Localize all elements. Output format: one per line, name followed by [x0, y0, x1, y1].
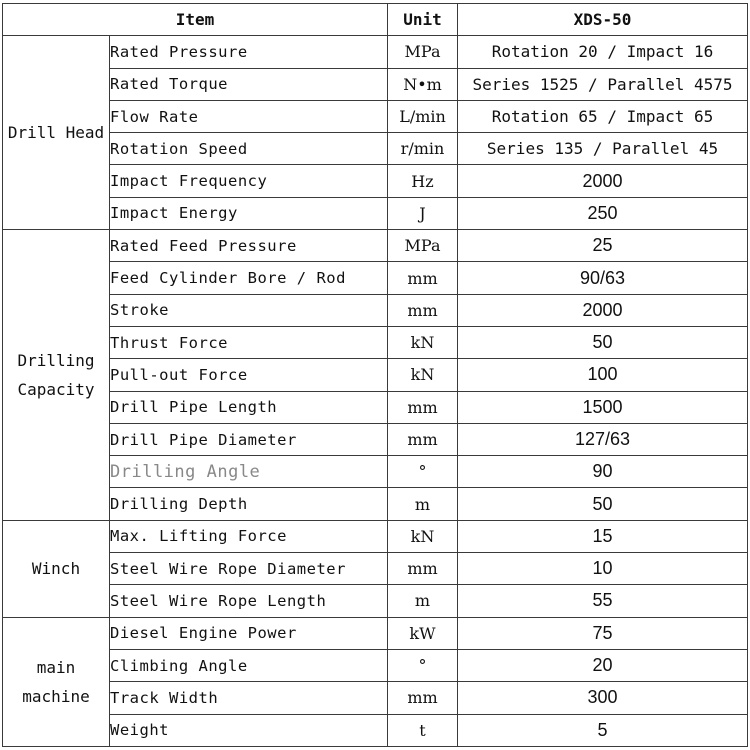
param-unit: MPa	[388, 36, 458, 68]
param-value: 55	[458, 585, 748, 617]
table-row	[3, 682, 748, 714]
table-row	[3, 68, 748, 100]
param-unit: kN	[388, 520, 458, 552]
group-label-drill-head: Drill Head	[3, 36, 110, 230]
table-row	[3, 488, 748, 520]
table-row	[3, 391, 748, 423]
param-value: 90/63	[458, 262, 748, 294]
param-unit: m	[388, 488, 458, 520]
param-unit: kW	[388, 617, 458, 649]
param-value: 90	[458, 456, 748, 488]
param-unit: J	[388, 197, 458, 229]
param-value: 10	[458, 553, 748, 585]
table-row	[3, 133, 748, 165]
param-unit: mm	[388, 262, 458, 294]
param-unit: mm	[388, 391, 458, 423]
param-name: Drilling Angle	[110, 456, 388, 488]
param-value: 15	[458, 520, 748, 552]
spec-body	[3, 36, 748, 747]
table-row	[3, 294, 748, 326]
param-name: Steel Wire Rope Length	[110, 585, 388, 617]
table-row	[3, 585, 748, 617]
param-unit: Hz	[388, 165, 458, 197]
param-unit: mm	[388, 423, 458, 455]
param-unit: kN	[388, 359, 458, 391]
param-name: Steel Wire Rope Diameter	[110, 553, 388, 585]
table-row	[3, 359, 748, 391]
param-name: Feed Cylinder Bore / Rod	[110, 262, 388, 294]
table-row	[3, 326, 748, 358]
param-unit: mm	[388, 294, 458, 326]
param-value: 75	[458, 617, 748, 649]
param-value: 50	[458, 326, 748, 358]
param-value: 1500	[458, 391, 748, 423]
param-name: Max. Lifting Force	[110, 520, 388, 552]
param-name: Rated Pressure	[110, 36, 388, 68]
param-name: Drill Pipe Diameter	[110, 423, 388, 455]
param-value: 300	[458, 682, 748, 714]
group-label-main-machine: main machine	[3, 617, 110, 746]
param-name: Pull-out Force	[110, 359, 388, 391]
param-value: Series 135 / Parallel 45	[458, 133, 748, 165]
param-name: Diesel Engine Power	[110, 617, 388, 649]
param-value: 2000	[458, 165, 748, 197]
group-label-drilling-capacity: Drilling Capacity	[3, 230, 110, 521]
param-unit: N•m	[388, 68, 458, 100]
param-unit: L/min	[388, 100, 458, 132]
param-name: Climbing Angle	[110, 649, 388, 681]
param-value: Rotation 20 / Impact 16	[458, 36, 748, 68]
param-unit: t	[388, 714, 458, 746]
param-value: Series 1525 / Parallel 4575	[458, 68, 748, 100]
param-name: Rated Torque	[110, 68, 388, 100]
param-value: 20	[458, 649, 748, 681]
header-model: XDS-50	[458, 4, 748, 36]
param-value: 50	[458, 488, 748, 520]
table-row	[3, 714, 748, 746]
spec-table	[2, 3, 748, 747]
table-row	[3, 423, 748, 455]
param-value: 5	[458, 714, 748, 746]
param-unit: kN	[388, 326, 458, 358]
table-row	[3, 230, 748, 262]
table-row	[3, 165, 748, 197]
table-row	[3, 617, 748, 649]
param-value: 25	[458, 230, 748, 262]
table-row	[3, 262, 748, 294]
table-row	[3, 456, 748, 488]
param-unit: r/min	[388, 133, 458, 165]
param-unit: MPa	[388, 230, 458, 262]
table-row	[3, 197, 748, 229]
param-value: 2000	[458, 294, 748, 326]
table-row	[3, 520, 748, 552]
table-row	[3, 36, 748, 68]
param-unit: mm	[388, 553, 458, 585]
param-value: 250	[458, 197, 748, 229]
param-unit: °	[388, 456, 458, 488]
param-name: Track Width	[110, 682, 388, 714]
param-name: Impact Frequency	[110, 165, 388, 197]
param-value: Rotation 65 / Impact 65	[458, 100, 748, 132]
param-unit: °	[388, 649, 458, 681]
param-name: Drill Pipe Length	[110, 391, 388, 423]
param-name: Weight	[110, 714, 388, 746]
param-value: 127/63	[458, 423, 748, 455]
header-item: Item	[3, 4, 388, 36]
param-name: Drilling Depth	[110, 488, 388, 520]
param-name: Thrust Force	[110, 326, 388, 358]
param-name: Impact Energy	[110, 197, 388, 229]
param-unit: m	[388, 585, 458, 617]
param-name: Stroke	[110, 294, 388, 326]
header-unit: Unit	[388, 4, 458, 36]
param-name: Flow Rate	[110, 100, 388, 132]
param-unit: mm	[388, 682, 458, 714]
table-row	[3, 649, 748, 681]
param-name: Rotation Speed	[110, 133, 388, 165]
header-row	[3, 4, 748, 36]
param-value: 100	[458, 359, 748, 391]
group-label-winch: Winch	[3, 520, 110, 617]
table-row	[3, 100, 748, 132]
param-name: Rated Feed Pressure	[110, 230, 388, 262]
table-row	[3, 553, 748, 585]
